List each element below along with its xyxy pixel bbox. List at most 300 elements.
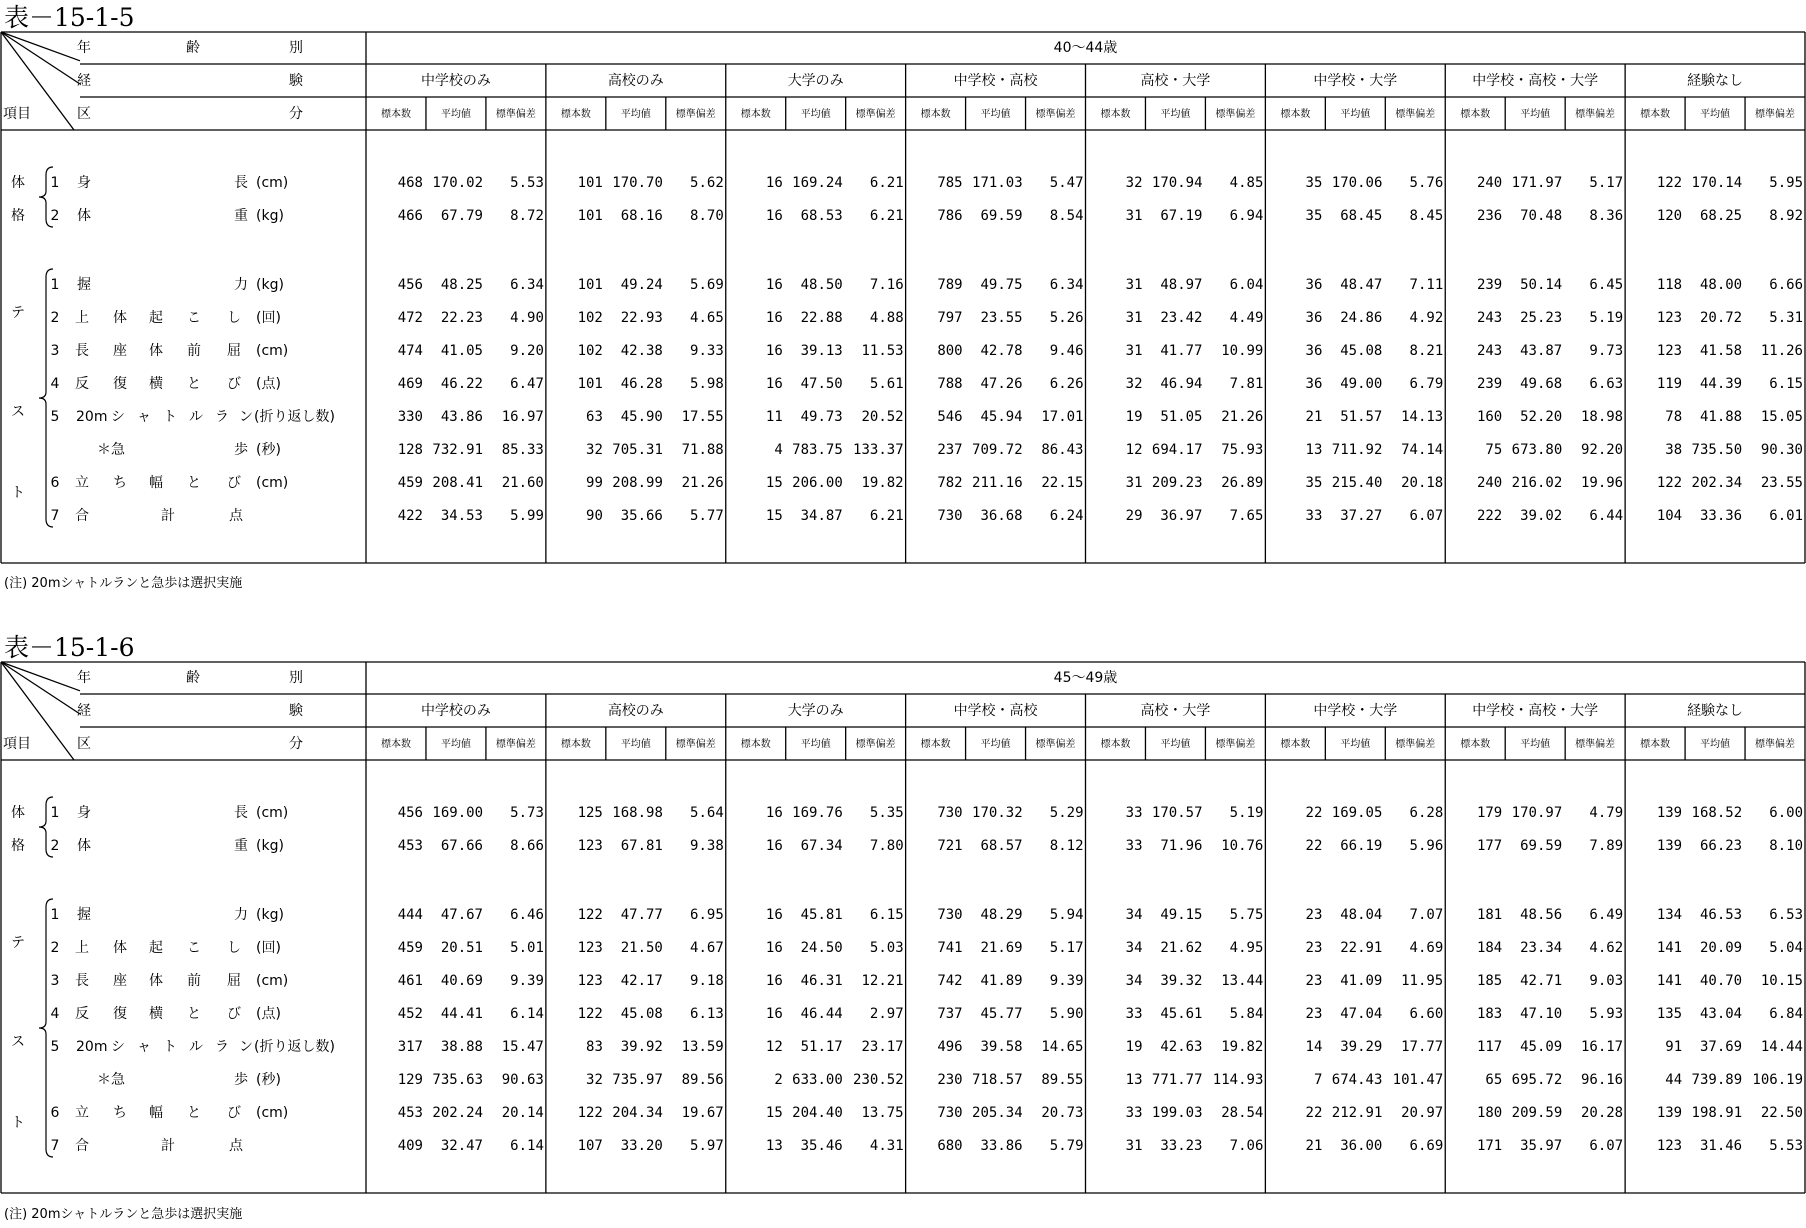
cell-mean: 171.97	[1511, 175, 1563, 191]
cell-sample-count: 33	[1125, 805, 1143, 821]
cell-sample-count: 240	[1476, 475, 1503, 491]
cell-mean: 48.56	[1520, 907, 1563, 923]
row-unit: (kg)	[256, 838, 284, 854]
cell-sample-count: 122	[577, 1006, 603, 1022]
cell-mean: 46.31	[800, 973, 843, 989]
cell-sample-count: 31	[1125, 310, 1143, 326]
row-label-char: び	[227, 1006, 241, 1022]
cell-sample-count: 237	[937, 442, 963, 458]
cell-sample-count: 32	[1125, 376, 1143, 392]
side-label-test: ト	[11, 1115, 25, 1131]
cell-sample-count: 78	[1665, 409, 1683, 425]
cell-mean: 34.87	[800, 508, 843, 524]
cell-mean: 51.05	[1160, 409, 1203, 425]
cell-mean: 67.81	[620, 838, 663, 854]
subcolumn-header: 標本数	[380, 739, 411, 750]
cell-sample-count: 16	[765, 907, 783, 923]
cell-mean: 783.75	[792, 442, 843, 458]
cell-sample-count: 123	[1656, 343, 1683, 359]
cell-mean: 209.59	[1511, 1105, 1563, 1121]
cell-std-dev: 5.96	[1409, 838, 1444, 854]
cell-mean: 42.71	[1520, 973, 1563, 989]
cell-sample-count: 239	[1476, 277, 1503, 293]
cell-sample-count: 2	[774, 1072, 783, 1088]
cell-sample-count: 21	[1305, 1138, 1323, 1154]
cell-sample-count: 13	[1125, 1072, 1143, 1088]
row-number: 1	[50, 805, 60, 821]
cell-mean: 705.31	[612, 442, 663, 458]
row-label-char: 幅	[149, 475, 163, 491]
cell-mean: 66.23	[1699, 838, 1743, 854]
cell-mean: 44.39	[1699, 376, 1743, 392]
cell-mean: 40.69	[440, 973, 483, 989]
cell-sample-count: 23	[1305, 1006, 1323, 1022]
cell-mean: 674.43	[1331, 1072, 1383, 1088]
cell-sample-count: 472	[397, 310, 423, 326]
row-label-char: ャ	[137, 1039, 151, 1055]
cell-std-dev: 5.62	[690, 175, 724, 191]
subcolumn-header: 平均値	[440, 109, 471, 120]
cell-mean: 41.77	[1160, 343, 1203, 359]
cell-sample-count: 36	[1305, 376, 1323, 392]
cell-mean: 49.15	[1160, 907, 1203, 923]
group-header: 高校のみ	[607, 703, 664, 719]
subcolumn-header: 平均値	[1520, 109, 1551, 120]
cell-sample-count: 91	[1665, 1039, 1683, 1055]
row-label-char: ち	[113, 1105, 127, 1121]
cell-mean: 39.58	[980, 1039, 1023, 1055]
subcolumn-header: 標準偏差	[1035, 739, 1076, 750]
cell-mean: 198.91	[1691, 1105, 1743, 1121]
row-label-char: ト	[163, 1039, 177, 1055]
cell-sample-count: 23	[1305, 940, 1323, 956]
cell-std-dev: 6.24	[1049, 508, 1084, 524]
cell-std-dev: 89.56	[681, 1072, 724, 1088]
cell-mean: 33.86	[980, 1138, 1023, 1154]
cell-mean: 49.75	[980, 277, 1023, 293]
table-rule	[1, 662, 80, 714]
cell-mean: 47.04	[1340, 1006, 1383, 1022]
cell-mean: 41.58	[1699, 343, 1743, 359]
cell-mean: 49.68	[1520, 376, 1563, 392]
cell-mean: 24.50	[800, 940, 843, 956]
subcolumn-header: 標本数	[740, 739, 771, 750]
cell-sample-count: 35	[1305, 475, 1323, 491]
row-label-char: 重	[234, 838, 248, 854]
row-unit: (cm)	[256, 973, 289, 989]
cell-sample-count: 16	[765, 175, 783, 191]
cell-std-dev: 22.15	[1041, 475, 1084, 491]
row-number: 1	[50, 277, 60, 293]
cell-mean: 48.04	[1340, 907, 1383, 923]
cell-sample-count: 34	[1125, 907, 1143, 923]
row-number: 2	[50, 208, 60, 224]
cell-sample-count: 16	[765, 973, 783, 989]
cell-std-dev: 5.53	[1769, 1138, 1803, 1154]
cell-std-dev: 6.34	[510, 277, 544, 293]
row-label-char: ラ	[215, 409, 229, 425]
cell-std-dev: 20.73	[1041, 1105, 1084, 1121]
cell-sample-count: 16	[765, 376, 783, 392]
cell-std-dev: 90.30	[1760, 442, 1803, 458]
cell-sample-count: 35	[1305, 208, 1323, 224]
cell-mean: 36.00	[1340, 1138, 1383, 1154]
cell-sample-count: 35	[1305, 175, 1323, 191]
row-label-char: と	[187, 1006, 201, 1022]
cell-sample-count: 83	[586, 1039, 603, 1055]
cell-sample-count: 222	[1476, 508, 1503, 524]
cell-std-dev: 6.15	[1769, 376, 1803, 392]
cell-std-dev: 6.47	[510, 376, 544, 392]
row-label-char: 起	[149, 310, 163, 326]
row-label-char: ラ	[215, 1039, 229, 1055]
subcolumn-header: 標本数	[1640, 109, 1671, 120]
cell-std-dev: 19.96	[1580, 475, 1624, 491]
group-header: 高校のみ	[607, 73, 664, 89]
cell-std-dev: 6.21	[869, 175, 904, 191]
subcolumn-header: 標準偏差	[495, 109, 536, 120]
cell-std-dev: 96.16	[1580, 1072, 1624, 1088]
cell-std-dev: 8.45	[1409, 208, 1444, 224]
cell-sample-count: 789	[937, 277, 963, 293]
side-label-test: ト	[11, 485, 25, 501]
cell-sample-count: 181	[1476, 907, 1503, 923]
cell-sample-count: 459	[397, 475, 423, 491]
cell-mean: 202.24	[432, 1105, 483, 1121]
subcolumn-header: 標本数	[1100, 739, 1131, 750]
table-rule	[1, 32, 80, 84]
cell-mean: 45.90	[620, 409, 663, 425]
row-label-char: 20m	[76, 409, 108, 425]
cell-sample-count: 160	[1476, 409, 1503, 425]
cell-std-dev: 10.76	[1221, 838, 1264, 854]
cell-mean: 170.32	[972, 805, 1023, 821]
cell-mean: 170.06	[1331, 175, 1383, 191]
cell-std-dev: 8.72	[510, 208, 544, 224]
cell-mean: 69.59	[980, 208, 1023, 224]
cell-sample-count: 243	[1476, 310, 1503, 326]
cell-std-dev: 6.63	[1589, 376, 1624, 392]
row-label-char: ち	[113, 475, 127, 491]
cell-sample-count: 141	[1656, 940, 1683, 956]
cell-sample-count: 117	[1476, 1039, 1503, 1055]
header-class-char: 分	[289, 106, 303, 122]
subcolumn-header: 平均値	[1160, 739, 1191, 750]
group-header: 高校・大学	[1140, 73, 1211, 89]
cell-mean: 41.88	[1699, 409, 1743, 425]
cell-mean: 771.77	[1151, 1072, 1203, 1088]
cell-std-dev: 6.34	[1049, 277, 1084, 293]
cell-sample-count: 15	[765, 508, 783, 524]
subcolumn-header: 標準偏差	[1395, 739, 1436, 750]
row-label-char: ＊急	[97, 1072, 125, 1088]
cell-sample-count: 452	[397, 1006, 423, 1022]
cell-std-dev: 8.92	[1769, 208, 1803, 224]
cell-sample-count: 730	[937, 1105, 963, 1121]
cell-sample-count: 19	[1125, 1039, 1143, 1055]
cell-sample-count: 32	[1125, 175, 1143, 191]
cell-sample-count: 139	[1656, 1105, 1683, 1121]
cell-sample-count: 730	[937, 508, 963, 524]
row-label-char: 力	[234, 277, 248, 293]
cell-std-dev: 6.95	[690, 907, 724, 923]
cell-std-dev: 5.64	[690, 805, 724, 821]
cell-std-dev: 75.93	[1221, 442, 1264, 458]
cell-sample-count: 16	[765, 277, 783, 293]
cell-sample-count: 742	[937, 973, 963, 989]
cell-std-dev: 71.88	[681, 442, 724, 458]
header-age-char: 年	[77, 670, 91, 686]
cell-sample-count: 31	[1125, 343, 1143, 359]
cell-sample-count: 101	[577, 208, 603, 224]
cell-mean: 52.20	[1520, 409, 1563, 425]
cell-sample-count: 236	[1476, 208, 1503, 224]
row-label-char: 体	[77, 838, 91, 854]
cell-sample-count: 34	[1125, 940, 1143, 956]
cell-sample-count: 128	[397, 442, 423, 458]
cell-mean: 695.72	[1511, 1072, 1563, 1088]
cell-sample-count: 317	[397, 1039, 423, 1055]
cell-sample-count: 33	[1125, 1006, 1143, 1022]
cell-sample-count: 129	[397, 1072, 423, 1088]
cell-mean: 46.94	[1160, 376, 1203, 392]
cell-sample-count: 239	[1476, 376, 1503, 392]
cell-sample-count: 171	[1476, 1138, 1503, 1154]
cell-sample-count: 468	[397, 175, 423, 191]
cell-std-dev: 74.14	[1401, 442, 1444, 458]
cell-std-dev: 4.31	[869, 1138, 904, 1154]
subcolumn-header: 平均値	[1160, 109, 1191, 120]
cell-mean: 31.46	[1699, 1138, 1743, 1154]
side-label-test: ス	[11, 1034, 25, 1050]
subcolumn-header: 標準偏差	[1755, 109, 1796, 120]
cell-mean: 47.67	[440, 907, 483, 923]
cell-std-dev: 5.17	[1049, 940, 1084, 956]
row-label-char: 座	[113, 343, 127, 359]
row-number: 1	[50, 175, 60, 191]
data-table-40-44	[0, 32, 1806, 569]
cell-std-dev: 5.47	[1049, 175, 1084, 191]
subcolumn-header: 平均値	[1700, 109, 1731, 120]
cell-std-dev: 6.79	[1409, 376, 1444, 392]
cell-sample-count: 141	[1656, 973, 1683, 989]
group-header: 高校・大学	[1140, 703, 1211, 719]
cell-sample-count: 184	[1476, 940, 1503, 956]
cell-mean: 67.34	[800, 838, 843, 854]
cell-mean: 204.40	[792, 1105, 843, 1121]
row-label-char: ン	[239, 409, 253, 425]
row-unit: (回)	[256, 310, 281, 326]
header-age-char: 年	[77, 40, 91, 56]
subcolumn-header: 標本数	[920, 739, 951, 750]
cell-mean: 694.17	[1151, 442, 1203, 458]
row-number: 6	[50, 475, 60, 491]
cell-std-dev: 5.94	[1049, 907, 1084, 923]
cell-std-dev: 26.89	[1221, 475, 1264, 491]
cell-mean: 69.59	[1520, 838, 1563, 854]
cell-std-dev: 6.01	[1769, 508, 1803, 524]
row-label-char: 点	[229, 1138, 243, 1154]
cell-mean: 48.47	[1340, 277, 1383, 293]
table-rule	[1, 32, 80, 61]
row-label-char: 屈	[227, 343, 241, 359]
cell-sample-count: 785	[937, 175, 963, 191]
cell-sample-count: 496	[937, 1039, 963, 1055]
cell-sample-count: 183	[1476, 1006, 1503, 1022]
row-label-char: 体	[77, 208, 91, 224]
side-label-test: テ	[11, 305, 25, 321]
cell-sample-count: 101	[577, 175, 603, 191]
table-title: 表－15-1-5	[4, 3, 135, 32]
row-label-char: 計	[161, 1138, 175, 1154]
cell-mean: 45.09	[1520, 1039, 1563, 1055]
row-label-char: 反	[75, 1006, 89, 1022]
subcolumn-header: 標準偏差	[1215, 109, 1256, 120]
cell-std-dev: 13.75	[861, 1105, 904, 1121]
row-label-char: 歩	[234, 1072, 248, 1088]
cell-sample-count: 16	[765, 940, 783, 956]
row-unit: (kg)	[256, 907, 284, 923]
cell-std-dev: 10.99	[1221, 343, 1264, 359]
cell-std-dev: 6.84	[1769, 1006, 1803, 1022]
cell-mean: 70.48	[1520, 208, 1563, 224]
cell-sample-count: 107	[577, 1138, 603, 1154]
row-label-char: ル	[189, 1039, 203, 1055]
header-experience-char: 験	[289, 703, 303, 719]
cell-mean: 212.91	[1331, 1105, 1383, 1121]
cell-mean: 39.13	[800, 343, 843, 359]
cell-sample-count: 90	[586, 508, 603, 524]
cell-std-dev: 6.60	[1409, 1006, 1444, 1022]
cell-sample-count: 13	[1305, 442, 1323, 458]
row-label-char: 上	[75, 310, 89, 326]
row-label-char: 前	[187, 343, 201, 359]
cell-sample-count: 16	[765, 838, 783, 854]
row-label-char: 起	[149, 940, 163, 956]
cell-sample-count: 4	[774, 442, 783, 458]
cell-mean: 45.08	[620, 1006, 663, 1022]
cell-sample-count: 33	[1125, 1105, 1143, 1121]
cell-mean: 171.03	[972, 175, 1023, 191]
cell-sample-count: 737	[937, 1006, 963, 1022]
cell-std-dev: 11.53	[861, 343, 904, 359]
cell-mean: 40.70	[1699, 973, 1743, 989]
cell-sample-count: 33	[1305, 508, 1323, 524]
cell-sample-count: 33	[1125, 838, 1143, 854]
cell-sample-count: 22	[1305, 805, 1323, 821]
cell-mean: 21.62	[1160, 940, 1203, 956]
cell-std-dev: 8.21	[1409, 343, 1444, 359]
cell-std-dev: 4.65	[690, 310, 724, 326]
cell-sample-count: 31	[1125, 475, 1143, 491]
cell-sample-count: 65	[1485, 1072, 1503, 1088]
header-class-char: 区	[77, 736, 91, 752]
cell-sample-count: 7	[1313, 1072, 1323, 1088]
group-header: 中学校・高校	[953, 703, 1038, 719]
cell-std-dev: 17.77	[1401, 1039, 1444, 1055]
cell-std-dev: 6.66	[1769, 277, 1803, 293]
cell-std-dev: 5.97	[690, 1138, 724, 1154]
cell-sample-count: 12	[765, 1039, 783, 1055]
cell-std-dev: 6.07	[1409, 508, 1444, 524]
row-label-char: 計	[161, 508, 175, 524]
cell-mean: 45.77	[980, 1006, 1023, 1022]
subcolumn-header: 平均値	[620, 739, 651, 750]
cell-sample-count: 31	[1125, 1138, 1143, 1154]
cell-sample-count: 122	[1656, 175, 1683, 191]
cell-sample-count: 180	[1476, 1105, 1503, 1121]
row-label-char: 横	[149, 1006, 163, 1022]
cell-sample-count: 134	[1656, 907, 1683, 923]
cell-std-dev: 9.73	[1589, 343, 1624, 359]
group-header: 経験なし	[1687, 703, 1744, 719]
cell-sample-count: 101	[577, 376, 603, 392]
cell-mean: 673.80	[1511, 442, 1563, 458]
cell-std-dev: 5.19	[1229, 805, 1264, 821]
row-number: 7	[50, 1138, 60, 1154]
cell-sample-count: 15	[765, 1105, 783, 1121]
cell-mean: 45.08	[1340, 343, 1383, 359]
cell-sample-count: 135	[1656, 1006, 1683, 1022]
row-label-char: 幅	[149, 1105, 163, 1121]
row-number: 3	[50, 343, 60, 359]
row-number: 4	[50, 376, 60, 392]
cell-std-dev: 9.39	[1049, 973, 1084, 989]
cell-sample-count: 16	[765, 208, 783, 224]
row-unit: (折り返し数)	[254, 1039, 335, 1055]
cell-std-dev: 6.44	[1589, 508, 1624, 524]
cell-std-dev: 20.97	[1401, 1105, 1444, 1121]
cell-mean: 46.44	[800, 1006, 843, 1022]
cell-mean: 42.78	[980, 343, 1023, 359]
row-label-char: と	[187, 376, 201, 392]
subcolumn-header: 標本数	[560, 109, 591, 120]
row-label-char: シ	[111, 1039, 125, 1055]
table-note: (注) 20mシャトルランと急歩は選択実施	[4, 576, 243, 591]
cell-std-dev: 20.28	[1580, 1105, 1624, 1121]
header-experience-char: 験	[289, 73, 303, 89]
cell-sample-count: 32	[586, 1072, 603, 1088]
cell-std-dev: 7.07	[1409, 907, 1444, 923]
subcolumn-header: 標本数	[380, 109, 411, 120]
group-header: 中学校のみ	[420, 73, 491, 89]
row-number: 2	[50, 940, 60, 956]
row-number: 5	[50, 1039, 60, 1055]
cell-mean: 38.88	[440, 1039, 483, 1055]
cell-mean: 20.09	[1699, 940, 1743, 956]
cell-mean: 42.63	[1160, 1039, 1203, 1055]
cell-sample-count: 34	[1125, 973, 1143, 989]
cell-std-dev: 12.21	[861, 973, 904, 989]
cell-std-dev: 15.47	[501, 1039, 544, 1055]
cell-std-dev: 9.03	[1589, 973, 1624, 989]
cell-mean: 23.42	[1160, 310, 1203, 326]
cell-std-dev: 16.97	[501, 409, 544, 425]
cell-mean: 48.50	[800, 277, 843, 293]
subcolumn-header: 標本数	[1280, 739, 1311, 750]
cell-std-dev: 114.93	[1212, 1072, 1264, 1088]
cell-std-dev: 6.21	[869, 508, 904, 524]
cell-std-dev: 7.11	[1409, 277, 1444, 293]
cell-mean: 42.38	[620, 343, 663, 359]
cell-sample-count: 122	[1656, 475, 1683, 491]
row-unit: (点)	[256, 1006, 281, 1022]
row-label-char: 前	[187, 973, 201, 989]
cell-mean: 22.91	[1340, 940, 1383, 956]
cell-mean: 44.41	[440, 1006, 483, 1022]
cell-mean: 39.02	[1520, 508, 1563, 524]
cell-std-dev: 19.82	[1221, 1039, 1264, 1055]
